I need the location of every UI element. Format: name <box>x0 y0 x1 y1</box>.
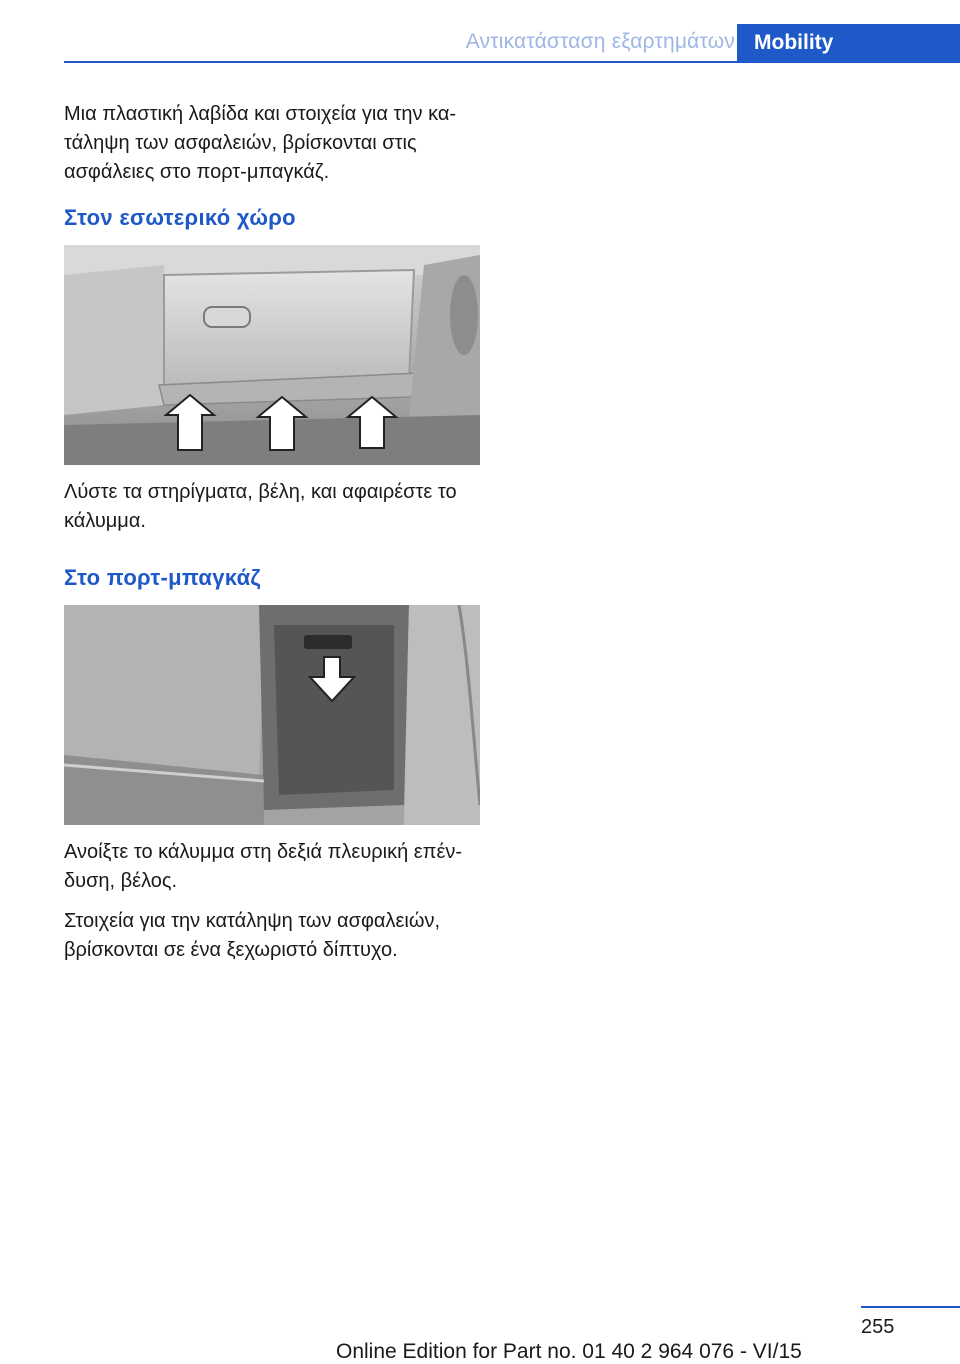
edition-footer: Online Edition for Part no. 01 40 2 964 076 - VI/15 <box>336 1340 802 1363</box>
intro-paragraph <box>64 100 484 187</box>
figure-trunk <box>64 605 480 825</box>
caption-glovebox <box>64 478 484 536</box>
header-rule <box>64 61 960 63</box>
caption-line: Λύστε τα στηρίγματα, βέλη, και αφαιρέστε το <box>64 481 457 503</box>
intro-line: ασφάλειες στο πορτ-μπαγκάζ. <box>64 161 330 183</box>
caption-trunk <box>64 838 484 896</box>
header-section-title: Αντικατάσταση εξαρτημάτων <box>465 30 735 53</box>
glovebox-arrows-illustration <box>64 245 480 465</box>
closing-line: βρίσκονται σε ένα ξεχωριστό δίπτυχο. <box>64 939 398 961</box>
page-number: 255 <box>861 1316 895 1338</box>
caption-line: κάλυμμα. <box>64 510 146 532</box>
trunk-cover-arrow-illustration <box>64 605 480 825</box>
closing-line: Στοιχεία για την κατάληψη των ασφαλειών, <box>64 910 441 932</box>
figure-glovebox <box>64 245 480 465</box>
footer-rule <box>861 1306 960 1308</box>
closing-paragraph <box>64 907 484 965</box>
chapter-tab: Mobility <box>737 24 960 62</box>
heading-trunk: Στο πορτ-μπαγκάζ <box>64 565 261 590</box>
intro-line: Μια πλαστική λαβίδα και στοιχεία για την κα‐ <box>64 103 457 125</box>
caption-line: δυση, βέλος. <box>64 870 178 892</box>
intro-line: τάληψη των ασφαλειών, βρίσκονται στις <box>64 132 417 154</box>
heading-interior: Στον εσωτερικό χώρο <box>64 205 296 230</box>
caption-line: Ανοίξτε το κάλυμμα στη δεξιά πλευρική επέν‐ <box>64 841 463 863</box>
